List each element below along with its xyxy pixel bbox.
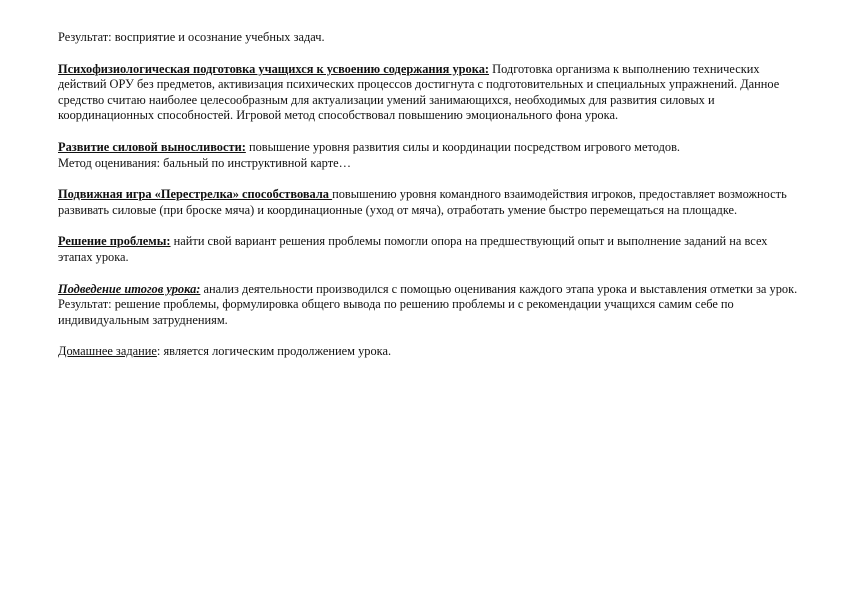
strength-endurance-paragraph [58, 140, 798, 171]
outdoor-game-paragraph [58, 187, 798, 218]
psychophysiological-heading: Психофизиологическая подготовка учащихся к усвоению содержания урока: [58, 61, 490, 76]
document-page [58, 30, 798, 376]
problem-solving-heading: Решение проблемы: [58, 234, 171, 249]
summary-result-text: Результат: решение проблемы, формулировка общего вывода по решению проблемы и с рекомендации учащихся самим себе по индивидуальным затруднениям. [58, 297, 734, 327]
strength-endurance-heading: Развитие силовой выносливости: [58, 139, 246, 154]
result-text: Результат: восприятие и осознание учебных задач. [58, 30, 325, 44]
problem-solving-text: найти свой вариант решения проблемы помогли опора на предшествующий опыт и выполнение заданий на всех этапах урока. [58, 234, 768, 264]
assessment-method-text: Метод оценивания: бальный по инструктивной карте… [58, 155, 352, 170]
psychophysiological-paragraph [58, 62, 798, 124]
lesson-summary-paragraph [58, 282, 798, 329]
outdoor-game-text: повышению уровня командного взаимодействия игроков, предоставляет возможность развивать силовые (при броске мяча) и координационные (уход от мяча), отработать умение быстро перемещаться на площадке. [58, 187, 787, 217]
homework-paragraph [58, 344, 798, 360]
strength-endurance-text: повышение уровня развития силы и координации посредством игрового методов. [245, 139, 681, 154]
lesson-summary-heading: Подведение итогов урока: [58, 281, 201, 296]
lesson-summary-text: анализ деятельности производился с помощью оценивания каждого этапа урока и выставления отметки за урок. [200, 281, 798, 296]
problem-solving-paragraph [58, 234, 798, 265]
result-paragraph [58, 30, 798, 46]
homework-heading: Домашнее задание [58, 344, 157, 359]
homework-text: : является логическим продолжением урока. [156, 344, 392, 359]
psychophysiological-text: Подготовка организма к выполнению технических действий ОРУ без предметов, активизация психических процессов достигнута с подготовительных и специальных упражнений. Данное средство считаю наиболее целесообразным для актуализации умений занимающихся, необходимых для развития силовых и координационных способностей. Игровой метод способствовал повышению эмоционального фона урока. [58, 61, 780, 123]
outdoor-game-heading: Подвижная игра «Перестрелка» способствовала [58, 187, 333, 202]
